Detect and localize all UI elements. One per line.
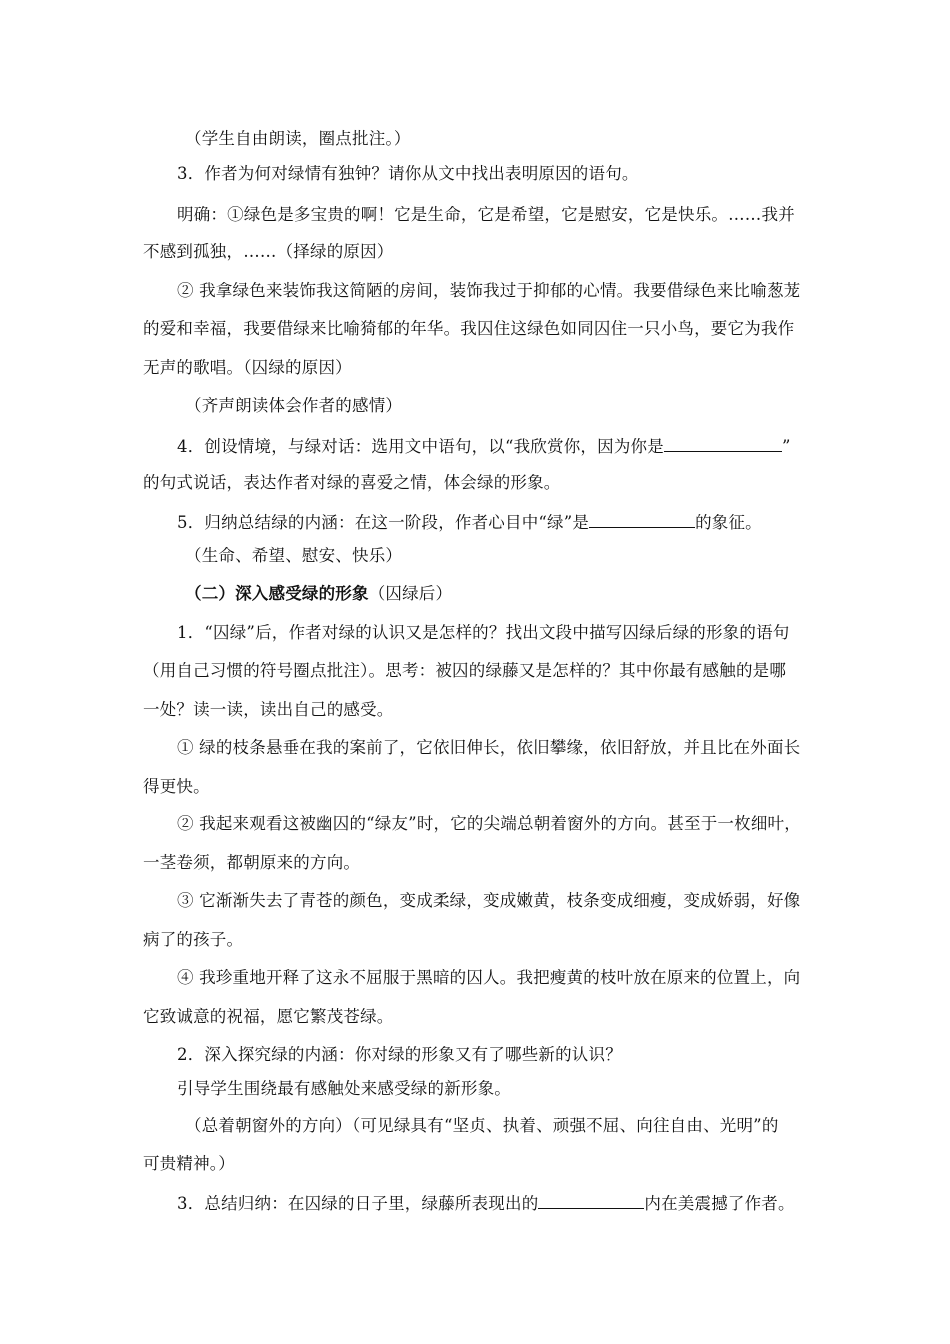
question-2: 2．深入探究绿的内涵：你对绿的形象又有了哪些新的认识？ [177, 1045, 622, 1064]
question-4 [177, 435, 791, 458]
paragraph: ④ 我珍重地开释了这永不屈服于黑暗的囚人。我把瘦黄的枝叶放在原来的位置上，向 [177, 968, 801, 987]
question-1: 1．“囚绿”后，作者对绿的认识又是怎样的？找出文段中描写囚绿后绿的形象的语句 [177, 623, 790, 642]
paragraph: （总着朝窗外的方向）（可见绿具有“坚贞、执着、顽强不屈、向往自由、光明”的 [185, 1116, 779, 1135]
paragraph: ② 我起来观看这被幽囚的“绿友”时，它的尖端总朝着窗外的方向。甚至于一枚细叶， [177, 814, 801, 833]
paragraph: （齐声朗读体会作者的感情） [185, 396, 403, 415]
answer-blank [538, 1192, 644, 1209]
paragraph: 无声的歌唱。（囚绿的原因） [143, 358, 352, 377]
question-text: 3．总结归纳：在囚绿的日子里，绿藤所表现出的 [177, 1194, 539, 1213]
paragraph: 它致诚意的祝福，愿它繁茂苍绿。 [143, 1007, 394, 1026]
paragraph: （学生自由朗读，圈点批注。） [185, 129, 411, 148]
section-subtitle: （囚绿后） [368, 584, 453, 603]
paragraph: ① 绿的枝条悬垂在我的案前了，它依旧伸长，依旧攀缘，依旧舒放，并且比在外面长 [177, 738, 801, 757]
question-text: 5．归纳总结绿的内涵：在这一阶段，作者心目中“绿”是 [177, 513, 590, 532]
question-3: 3．作者为何对绿情有独钟？请你从文中找出表明原因的语句。 [177, 164, 639, 183]
paragraph: 引导学生围绕最有感触处来感受绿的新形象。 [177, 1079, 511, 1098]
paragraph: 明确：①绿色是多宝贵的啊！它是生命，它是希望，它是慰安，它是快乐。……我并 [177, 205, 795, 224]
section-heading [185, 583, 452, 605]
paragraph: 一茎卷须，都朝原来的方向。 [143, 853, 361, 872]
question-text-end: 内在美震撼了作者。 [644, 1194, 795, 1213]
paragraph: 的句式说话，表达作者对绿的喜爱之情，体会绿的形象。 [143, 473, 561, 492]
paragraph: ③ 它渐渐失去了青苍的颜色，变成柔绿，变成嫩黄，枝条变成细瘦，变成娇弱，好像 [177, 891, 801, 910]
paragraph: 的爱和幸福，我要借绿来比喻猗郁的年华。我囚住这绿色如同囚住一只小鸟，要它为我作 [143, 319, 795, 338]
question-3b [177, 1192, 795, 1215]
closing-quote: ” [781, 437, 791, 456]
paragraph: 不感到孤独，……（择绿的原因） [143, 242, 394, 261]
question-text-end: 的象征。 [695, 513, 762, 532]
answer-blank [589, 511, 695, 528]
paragraph: 一处？读一读，读出自己的感受。 [143, 700, 394, 719]
question-5 [177, 511, 762, 534]
answer-blank [664, 435, 782, 452]
paragraph: ② 我拿绿色来装饰我这简陋的房间，装饰我过于抑郁的心情。我要借绿色来比喻葱茏 [177, 281, 801, 300]
paragraph: 病了的孩子。 [143, 930, 244, 949]
paragraph: 得更快。 [143, 777, 210, 796]
paragraph: （生命、希望、慰安、快乐） [185, 546, 403, 565]
paragraph: （用自己习惯的符号圈点批注）。思考：被囚的绿藤又是怎样的？其中你最有感触的是哪 [143, 661, 787, 680]
section-title: （二）深入感受绿的形象 [185, 584, 369, 603]
paragraph: 可贵精神。） [143, 1154, 235, 1173]
question-text: 4．创设情境，与绿对话：选用文中语句，以“我欣赏你，因为你是 [177, 437, 664, 456]
